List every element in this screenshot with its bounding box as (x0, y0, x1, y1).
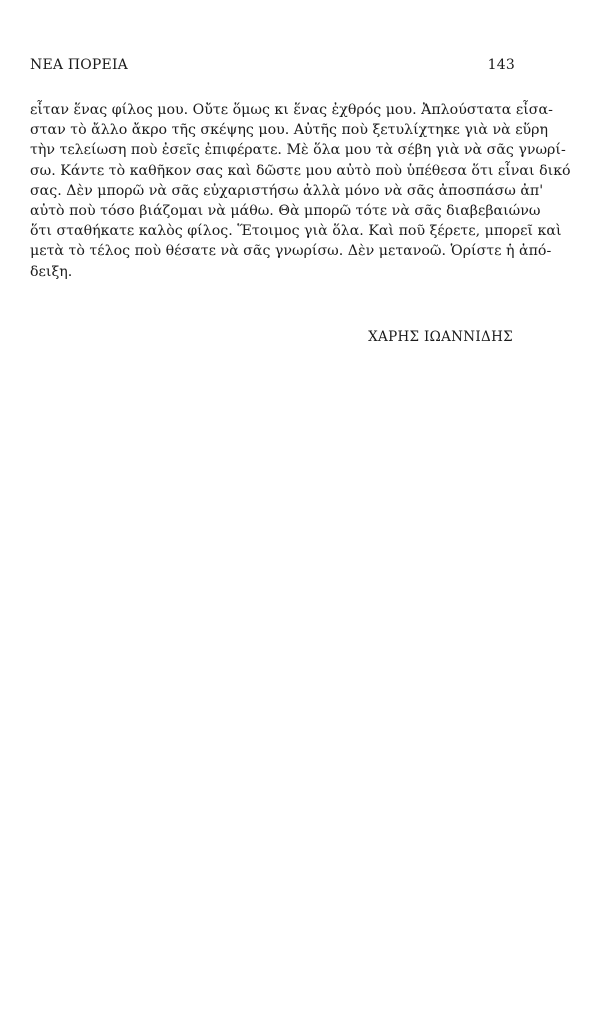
text-line: τὴν τελείωση ποὺ ἐσεῖς ἐπιφέρατε. Μὲ ὅλα μου τὰ σέβη γιὰ νὰ σᾶς γνωρί- (30, 142, 566, 159)
page-number: 143 (487, 57, 515, 73)
text-line: σω. Κάντε τὸ καθῆκον σας καὶ δῶστε μου αὐτὸ ποὺ ὑπέθεσα ὅτι εἶναι δικό (30, 162, 571, 179)
text-line: αὐτὸ ποὺ τόσο βιάζομαι νὰ μάθω. Θὰ μπορῶ τότε νὰ σᾶς διαβεβαιώνω (30, 202, 541, 219)
text-line: σας. Δὲν μπορῶ νὰ σᾶς εὐχαριστήσω ἀλλὰ μόνο νὰ σᾶς ἀποσπάσω ἀπ' (30, 182, 544, 199)
text-line: ὅτι σταθήκατε καλὸς φίλος. Ἕτοιμος γιὰ ὅλα. Καὶ ποῦ ξέρετε, μπορεῖ καὶ (30, 223, 562, 240)
text-line: εἶταν ἕνας φίλος μου. Οὔτε ὅμως κι ἕνας ἐχθρός μου. Ἀπλούστατα εἶσα- (30, 102, 553, 118)
running-head (30, 57, 515, 77)
text-line: δειξη. (30, 263, 73, 280)
body-paragraph (30, 100, 571, 282)
text-line: σταν τὸ ἄλλο ἄκρο τῆς σκέψης μου. Αὐτῆς ποὺ ξετυλίχτηκε γιὰ νὰ εὕρη (30, 122, 549, 139)
text-line: μετὰ τὸ τέλος ποὺ θέσατε νὰ σᾶς γνωρίσω. Δὲν μετανοῶ. Ὁρίστε ἡ ἀπό- (30, 243, 552, 260)
journal-title: ΝΕΑ ΠΟΡΕΙΑ (30, 57, 128, 73)
author-signature: ΧΑΡΗΣ ΙΩΑΝΝΙΔΗΣ (368, 329, 513, 345)
